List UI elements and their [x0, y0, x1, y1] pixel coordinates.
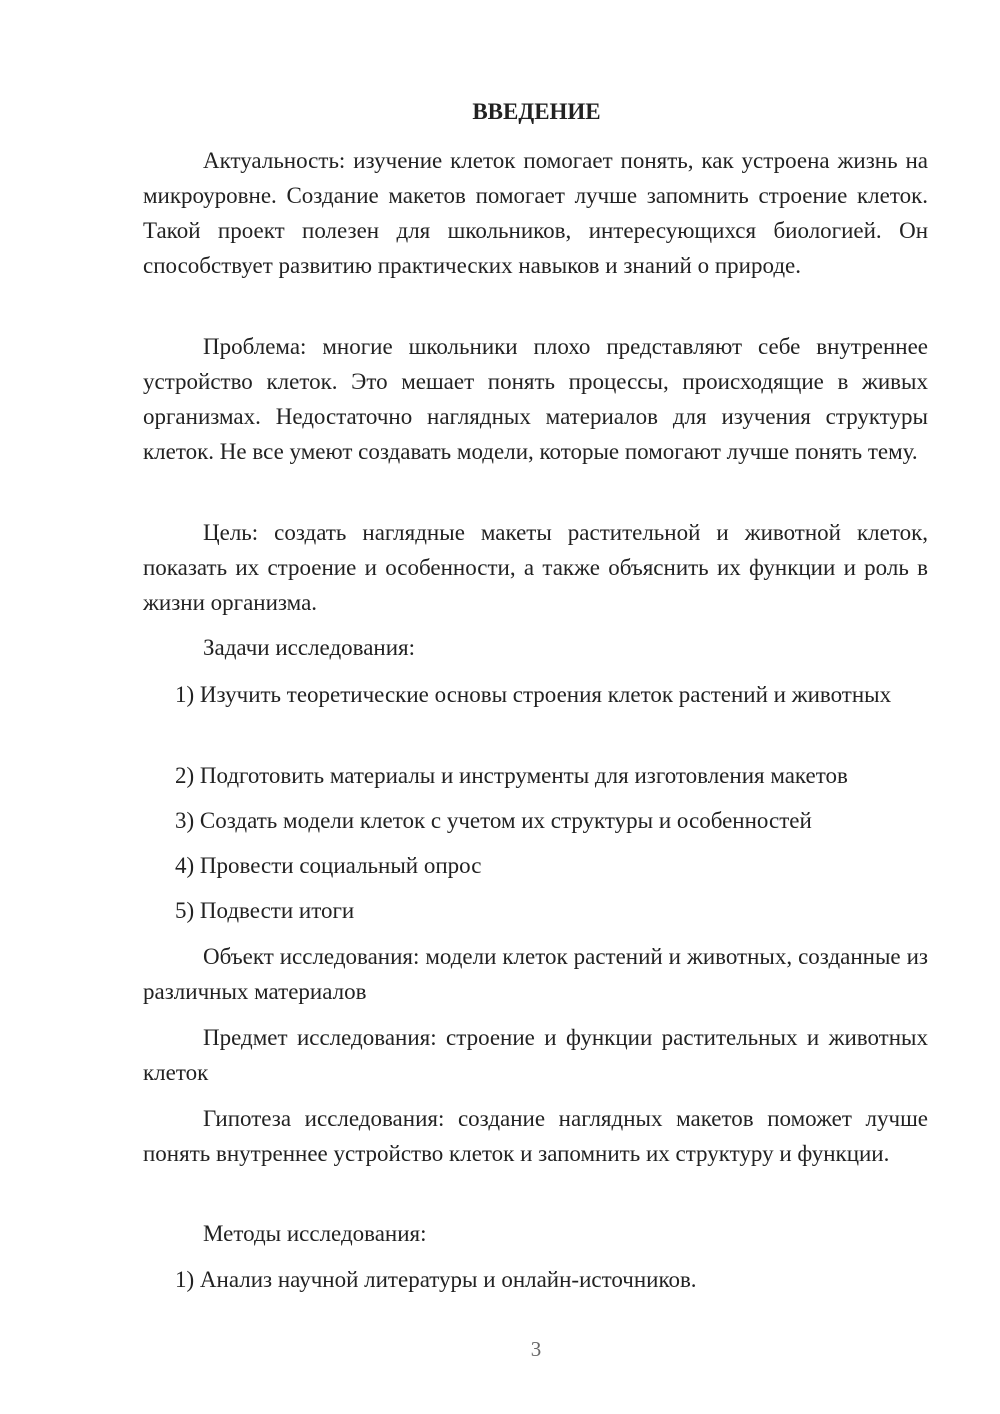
methods-heading: Методы исследования: [203, 1221, 427, 1246]
task-item-2: 2) Подготовить материалы и инструменты для изготовления макетов [175, 763, 848, 788]
hypothesis-paragraph: Гипотеза исследования: создание наглядных макетов поможет лучше понять внутреннее устройство клеток и запомнить их структуру и функции. [143, 1106, 928, 1166]
task-item-4: 4) Провести социальный опрос [175, 853, 482, 878]
relevance-paragraph: Актуальность: изучение клеток помогает понять, как устроена жизнь на микроуровне. Создание макетов помогает лучше запомнить строение клеток. Такой проект полезен для школьников, интересующихся биологией. Он способствует развитию практических навыков и знаний о природе. [143, 148, 928, 278]
method-item-1: 1) Анализ научной литературы и онлайн-источников. [175, 1267, 697, 1292]
task-item-5: 5) Подвести итоги [175, 898, 355, 923]
problem-paragraph: Проблема: многие школьники плохо представляют себе внутреннее устройство клеток. Это мешает понять процессы, происходящие в живых организмах. Недостаточно наглядных материалов для изучения структуры клеток. Не все умеют создавать модели, которые помогают лучше понять тему. [143, 334, 928, 464]
object-paragraph: Объект исследования: модели клеток растений и животных, созданные из различных материалов [143, 944, 928, 1004]
tasks-heading: Задачи исследования: [203, 635, 416, 660]
task-item-3: 3) Создать модели клеток с учетом их структуры и особенностей [175, 808, 812, 833]
subject-paragraph: Предмет исследования: строение и функции растительных и животных клеток [143, 1025, 928, 1085]
page-number: 3 [530, 1337, 542, 1361]
task-item-1: 1) Изучить теоретические основы строения клеток растений и животных [175, 682, 892, 707]
goal-paragraph: Цель: создать наглядные макеты растительной и животной клеток, показать их строение и особенности, а также объяснить их функции и роль в жизни организма. [143, 520, 928, 615]
page-title: ВВЕДЕНИЕ [472, 99, 601, 124]
